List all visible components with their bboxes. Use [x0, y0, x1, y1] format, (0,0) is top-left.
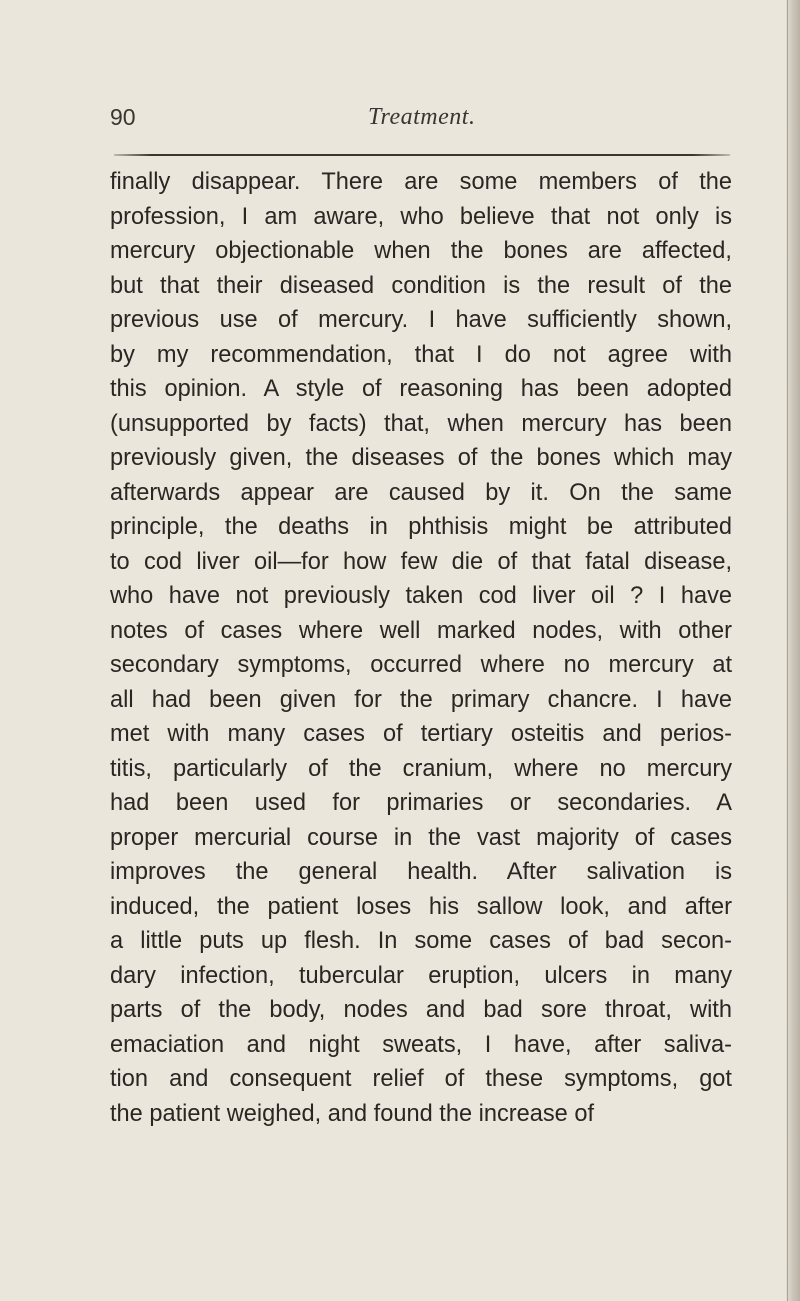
text-line: previously given, the diseases of the bones which may — [110, 445, 732, 471]
text-line: principle, the deaths in phthisis might be attributed — [110, 514, 732, 540]
text-line: proper mercurial course in the vast majority of cases — [110, 824, 732, 851]
text-line: tion and consequent relief of these symptoms, got — [110, 1066, 732, 1092]
text-line: parts of the body, nodes and bad sore throat, with — [110, 997, 732, 1023]
text-line: a little puts up flesh. In some cases of bad secon- — [110, 928, 732, 954]
text-line: met with many cases of tertiary osteitis and perios- — [110, 721, 732, 747]
text-line: titis, particularly of the cranium, where no mercury — [110, 755, 732, 782]
text-line: notes of cases where well marked nodes, with other — [110, 617, 732, 644]
text-line: previous use of mercury. I have sufficiently shown, — [110, 307, 732, 333]
page-edge — [786, 0, 800, 1301]
text-line: had been used for primaries or secondaries. A — [110, 790, 732, 816]
text-line: who have not previously taken cod liver oil ? I have — [110, 583, 732, 609]
text-line: improves the general health. After salivation is — [110, 859, 732, 885]
text-line: this opinion. A style of reasoning has been adopted — [110, 376, 732, 402]
text-line: to cod liver oil—for how few die of that fatal disease, — [110, 548, 732, 575]
text-line: by my recommendation, that I do not agree with — [110, 341, 732, 368]
text-line: mercury objectionable when the bones are affected, — [110, 238, 732, 264]
page-number: 90 — [110, 104, 136, 130]
text-line: emaciation and night sweats, I have, after saliva- — [110, 1031, 732, 1058]
page-edge-shadow — [787, 0, 788, 1301]
body-text — [110, 165, 740, 1131]
header-rule — [114, 154, 730, 156]
text-line: dary infection, tubercular eruption, ulcers in many — [110, 962, 732, 989]
text-line: all had been given for the primary chancre. I have — [110, 686, 732, 713]
text-line: (unsupported by facts) that, when mercury has been — [110, 410, 732, 437]
text-line: induced, the patient loses his sallow look, and after — [110, 893, 732, 920]
text-line: finally disappear. There are some members of the — [110, 169, 732, 195]
running-head — [110, 103, 730, 139]
text-line: profession, I am aware, who believe that not only is — [110, 203, 732, 230]
text-line: secondary symptoms, occurred where no mercury at — [110, 652, 732, 678]
text-line: afterwards appear are caused by it. On the same — [110, 479, 732, 506]
text-line: the patient weighed, and found the increase of — [110, 1100, 595, 1127]
text-line: but that their diseased condition is the result of the — [110, 272, 732, 299]
running-title: Treatment. — [368, 104, 476, 130]
